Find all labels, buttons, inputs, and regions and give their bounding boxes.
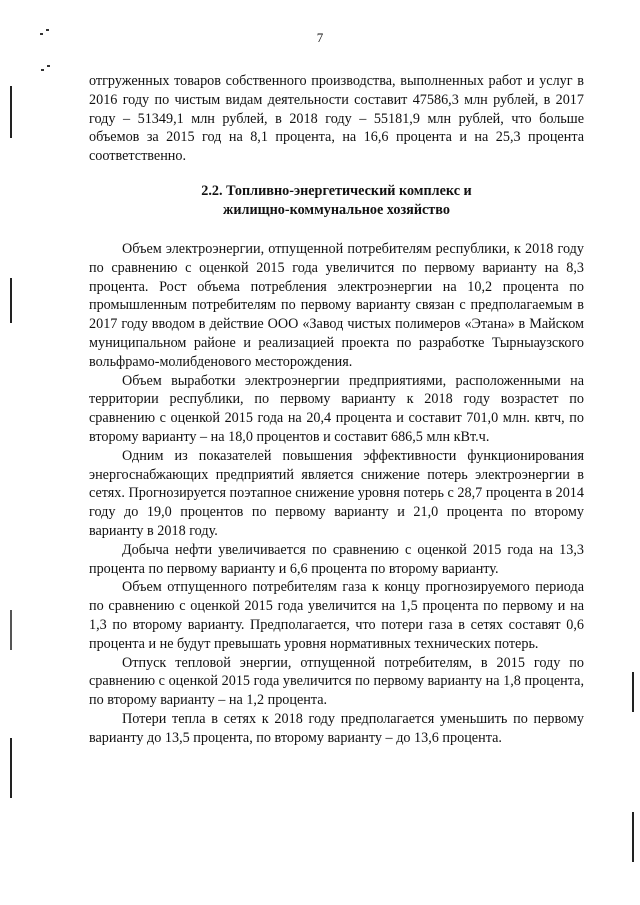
section-heading: [89, 182, 584, 220]
scan-margin-mark: [10, 610, 12, 650]
paragraph-heat-losses: Потери тепла в сетях к 2018 году предполагается уменьшить по первому варианту до 13,5 процента, по второму варианту – до 13,6 процента.: [89, 710, 584, 746]
section-heading-line2: жилищно-коммунальное хозяйство: [223, 201, 450, 218]
scan-speck: [46, 29, 49, 31]
paragraph-gas: Объем отпущенного потребителям газа к концу прогнозируемого периода по сравнению с оценкой 2015 года увеличится на 1,5 процента по первому и на 1,3 по второму варианту. Предполагается, что потери газа в сетях составят 0,6 процента и не будут превышать уровня нормативных технических потерь.: [89, 579, 584, 652]
paragraph-heat: Отпуск тепловой энергии, отпущенной потребителям, в 2015 году по сравнению с оценкой 2015 года увеличится по первому варианту на 1,8 процента, по второму варианту – на 1,2 процента.: [89, 654, 584, 709]
paragraph-oil: Добыча нефти увеличивается по сравнению с оценкой 2015 года на 13,3 процента по первому варианту и 6,6 процента по второму варианту.: [89, 541, 584, 577]
scan-speck: [40, 33, 43, 35]
scan-margin-mark: [632, 812, 634, 862]
document-body: [89, 72, 584, 748]
paragraph-intro: отгруженных товаров собственного производства, выполненных работ и услуг в 2016 году по чистым видам деятельности составит 47586,3 млн рублей, в 2017 году – 51349,1 млн рублей, в 2018 году – 55181,9 млн рублей, что больше объемов за 2015 год на 8,1 процента, на 16,6 процента и на 25,3 процента соответственно.: [89, 73, 584, 165]
paragraph-generation: Объем выработки электроэнергии предприятиями, расположенными на территории республики, по первому варианту к 2018 году возрастет по сравнению с оценкой 2015 года на 20,4 процента и составит 701,0 млн. квтч, по второму варианту – на 18,0 процентов и составит 686,5 млн кВт.ч.: [89, 372, 584, 445]
scan-speck: [47, 65, 50, 67]
scan-margin-mark: [10, 278, 12, 323]
scan-speck: [41, 69, 44, 71]
page-number: 7: [316, 30, 324, 45]
paragraph-electricity: Объем электроэнергии, отпущенной потребителям республики, к 2018 году по сравнению с оценкой 2015 года увеличится по первому варианту на 8,3 процента. Рост объема потребления электроэнергии на 10,2 процента по промышленным потребителям по первому варианту связан с предполагаемым в 2017 году вводом в действие ООО «Завод чистых полимеров «Этана» в Майском муниципальном районе и реализацией проекта по разработке Тырныаузского вольфрамо-молибденового месторождения.: [89, 240, 584, 370]
scan-margin-mark: [10, 86, 12, 138]
section-heading-line1: 2.2. Топливно-энергетический комплекс и: [201, 182, 472, 199]
scan-margin-mark: [632, 672, 634, 712]
scan-margin-mark: [10, 738, 12, 798]
paragraph-losses: Одним из показателей повышения эффективности функционирования энергоснабжающих предприятий является снижение потерь электроэнергии в сетях. Прогнозируется поэтапное снижение уровня потерь с 28,7 процента в 2014 году до 19,0 процентов по первому варианту и 21,0 процента по второму варианту в 2018 году.: [89, 447, 584, 539]
